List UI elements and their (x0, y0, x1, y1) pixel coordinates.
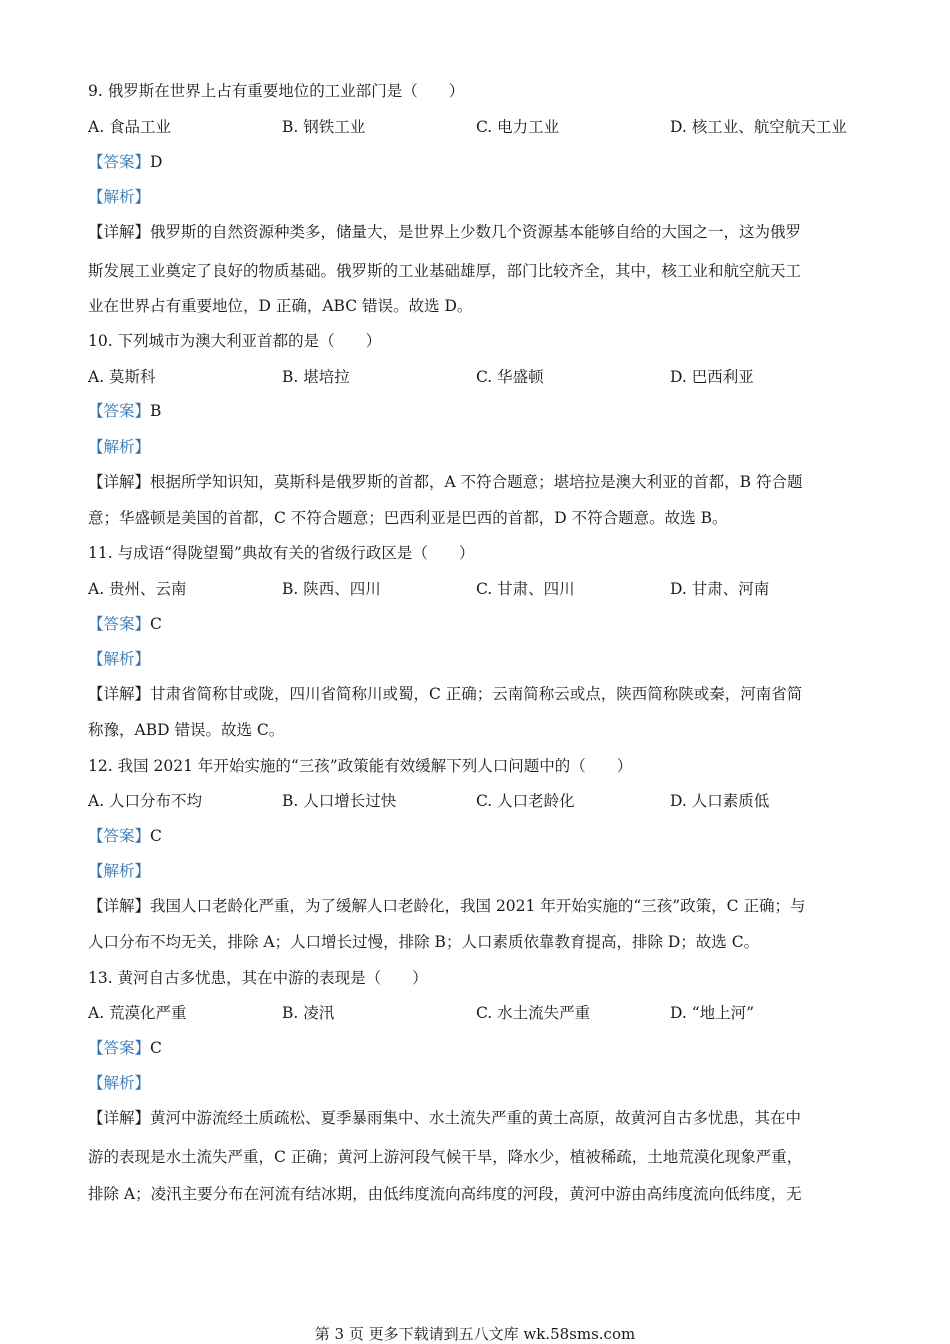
detail-line: 业在世界占有重要地位，D 正确，ABC 错误。故选 D。 (88, 297, 473, 315)
option-b: B. 凌汛 (282, 1004, 335, 1022)
detail-line: 意；华盛顿是美国的首都，C 不符合题意；巴西利亚是巴西的首都，D 不符合题意。故选 B。 (88, 509, 728, 527)
detail-label: 【详解】 (88, 685, 151, 703)
answer-line (88, 614, 162, 634)
page-footer: 第 3 页 更多下载请到五八文库 wk.58sms.com (314, 1325, 636, 1343)
option-d: D. “地上河” (670, 1004, 755, 1022)
option-d: D. 核工业、航空航天工业 (670, 118, 847, 136)
option-a: A. 人口分布不均 (88, 792, 203, 810)
option-d: D. 巴西利亚 (670, 368, 754, 386)
option-c: C. 甘肃、四川 (476, 580, 575, 598)
detail-line: 称豫，ABD 错误。故选 C。 (88, 721, 285, 739)
detail-text: 黄河中游流经土质疏松、夏季暴雨集中、水土流失严重的黄土高原，故黄河自古多忧患，其在中 (150, 1109, 802, 1127)
detail-line (88, 472, 802, 492)
question-stem: 13. 黄河自古多忧患，其在中游的表现是（ ） (88, 969, 428, 987)
answer-label: 【答案】 (88, 153, 151, 171)
answer-value: B (150, 402, 162, 420)
option-c: C. 水土流失严重 (476, 1004, 591, 1022)
analysis-label: 【解析】 (88, 862, 151, 880)
analysis-label: 【解析】 (88, 650, 151, 668)
detail-line (88, 222, 801, 242)
analysis-label: 【解析】 (88, 438, 151, 456)
detail-text: 甘肃省简称甘或陇，四川省简称川或蜀，C 正确；云南简称云或点，陕西简称陕或秦，河南省简 (150, 685, 803, 703)
detail-label: 【详解】 (88, 897, 151, 915)
detail-label: 【详解】 (88, 223, 151, 241)
option-d: D. 人口素质低 (670, 792, 770, 810)
option-c: C. 人口老龄化 (476, 792, 575, 810)
option-b: B. 钢铁工业 (282, 118, 366, 136)
answer-line (88, 401, 161, 421)
detail-text: 根据所学知识知，莫斯科是俄罗斯的首都，A 不符合题意；堪培拉是澳大利亚的首都，B 符合题 (150, 473, 803, 491)
analysis-label: 【解析】 (88, 1074, 151, 1092)
answer-label: 【答案】 (88, 1039, 151, 1057)
question-stem: 12. 我国 2021 年开始实施的“三孩”政策能有效缓解下列人口问题中的（ ） (88, 757, 633, 775)
question-stem: 9. 俄罗斯在世界上占有重要地位的工业部门是（ ） (88, 82, 465, 100)
option-b: B. 陕西、四川 (282, 580, 381, 598)
detail-text: 俄罗斯的自然资源种类多，储量大，是世界上少数几个资源基本能够自给的大国之一，这为俄罗 (150, 223, 802, 241)
option-b: B. 人口增长过快 (282, 792, 397, 810)
detail-line: 游的表现是水土流失严重，C 正确；黄河上游河段气候干旱，降水少，植被稀疏，土地荒漠化现象严重， (88, 1148, 803, 1166)
detail-line (88, 896, 805, 916)
option-a: A. 莫斯科 (88, 368, 156, 386)
option-b: B. 堪培拉 (282, 368, 350, 386)
detail-line: 斯发展工业奠定了良好的物质基础。俄罗斯的工业基础雄厚，部门比较齐全，其中，核工业和航空航天工 (88, 262, 802, 280)
answer-label: 【答案】 (88, 615, 151, 633)
answer-label: 【答案】 (88, 827, 151, 845)
question-stem: 10. 下列城市为澳大利亚首都的是（ ） (88, 332, 382, 350)
option-a: A. 贵州、云南 (88, 580, 187, 598)
detail-line (88, 1108, 801, 1128)
analysis-label: 【解析】 (88, 188, 151, 206)
detail-label: 【详解】 (88, 473, 151, 491)
option-c: C. 电力工业 (476, 118, 560, 136)
option-a: A. 食品工业 (88, 118, 172, 136)
detail-line (88, 684, 802, 704)
answer-label: 【答案】 (88, 402, 151, 420)
answer-line (88, 1038, 162, 1058)
detail-label: 【详解】 (88, 1109, 151, 1127)
option-a: A. 荒漠化严重 (88, 1004, 187, 1022)
detail-text: 我国人口老龄化严重，为了缓解人口老龄化，我国 2021 年开始实施的“三孩”政策，C 正确；与 (150, 897, 806, 915)
answer-value: C (150, 1039, 162, 1057)
answer-value: D (150, 153, 163, 171)
option-c: C. 华盛顿 (476, 368, 544, 386)
question-stem: 11. 与成语“得陇望蜀”典故有关的省级行政区是（ ） (88, 544, 475, 562)
answer-line (88, 152, 162, 172)
answer-value: C (150, 827, 162, 845)
detail-line: 人口分布不均无关，排除 A；人口增长过慢，排除 B；人口素质依靠教育提高，排除 D；故选 C。 (88, 933, 760, 951)
answer-value: C (150, 615, 162, 633)
answer-line (88, 826, 162, 846)
option-d: D. 甘肃、河南 (670, 580, 770, 598)
detail-line: 排除 A；凌汛主要分布在河流有结冰期，由低纬度流向高纬度的河段，黄河中游由高纬度流向低纬度，无 (88, 1185, 802, 1203)
